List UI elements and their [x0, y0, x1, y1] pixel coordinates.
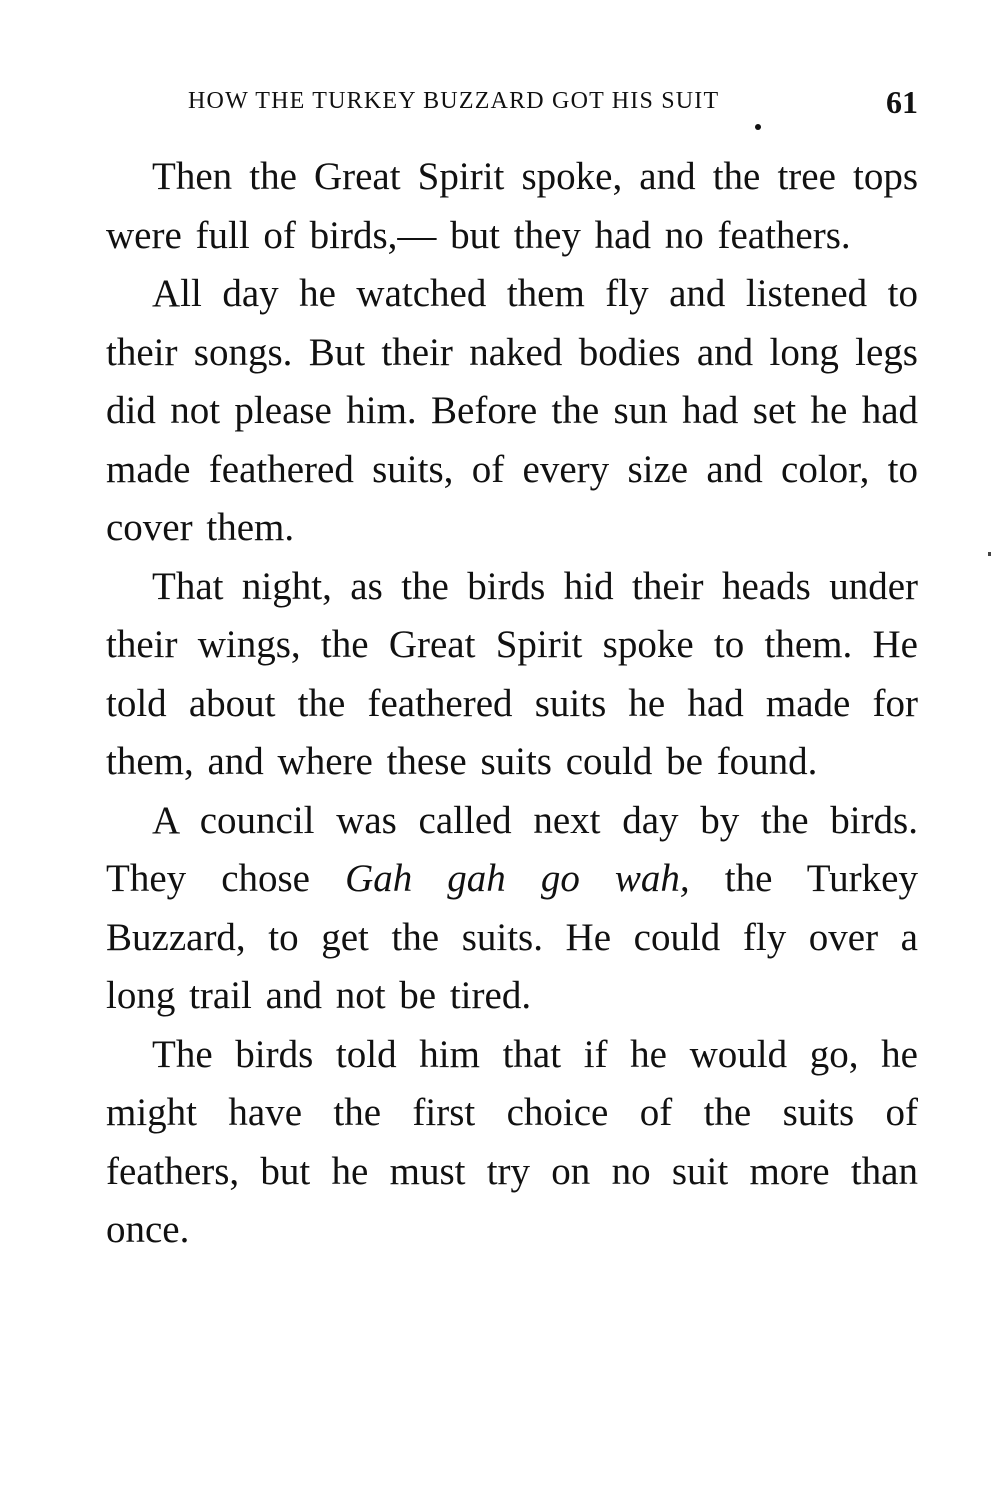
body-text — [106, 148, 918, 1260]
paragraph-3: That night, as the birds hid their heads under their wings, the Great Spirit spoke to them. He told about the feathered suits he had made for them, and where these suits could be found. — [106, 564, 918, 783]
italic-name: Gah gah go wah, — [345, 857, 690, 900]
paragraph-1: Then the Great Spirit spoke, and the tree tops were full of birds,— but they had no feathers. — [106, 155, 918, 257]
paragraph-5: The birds told him that if he would go, he might have the first choice of the suits of feathers, but he must try on no suit more than once. — [106, 1032, 918, 1251]
paragraph-4-end: the Turkey Buzzard, to get the suits. He could fly over a long trail and not be tired. — [106, 857, 918, 1017]
running-head — [188, 84, 918, 118]
paragraph-2: All day he watched them fly and listened to their songs. But their naked bodies and long legs did not please him. Before the sun had set he had made feathered suits, of every size and color, to cover them. — [106, 272, 918, 549]
margin-speck — [988, 552, 991, 556]
running-title: HOW THE TURKEY BUZZARD GOT HIS SUIT — [188, 88, 720, 114]
print-speck — [755, 124, 761, 130]
paragraph-4 — [106, 792, 918, 1026]
paragraph-4-start: A council was called next day by the birds. They chose — [106, 798, 918, 900]
page-number: 61 — [886, 84, 918, 120]
